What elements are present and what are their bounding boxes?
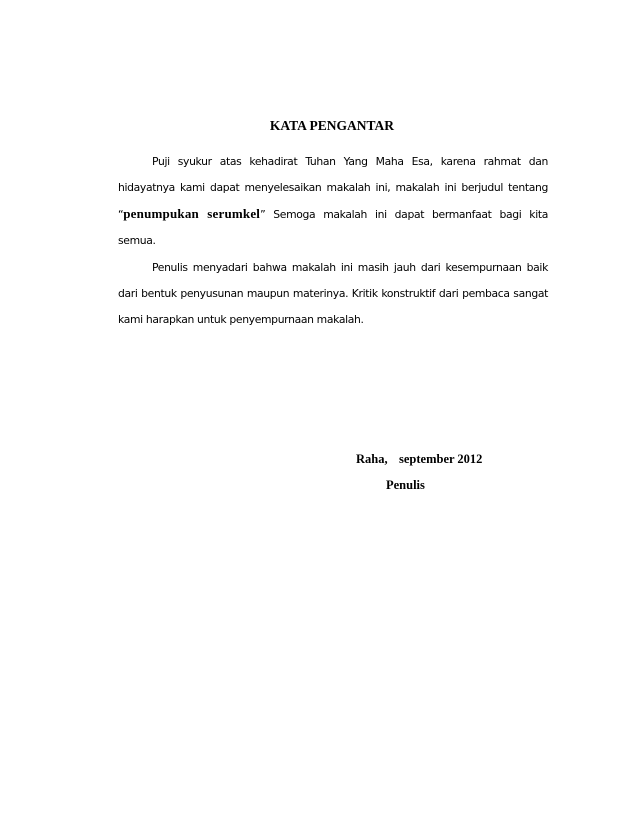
paragraph-intro-text: Puji syukur atas kehadirat Tuhan Yang Maha Esa, karena rahmat dan hidayatnya kami dapat menyelesaikan makalah ini, makalah ini berjudul tentang “ [118,155,548,221]
paragraph-intro-text-end: ” Semoga makalah ini dapat bermanfaat bagi kita semua. [118,208,548,247]
signature-author: Penulis [386,478,425,492]
signature-date: september 2012 [399,452,483,466]
paragraph-intro [118,149,548,254]
page-title: KATA PENGANTAR [269,118,395,133]
paper-topic: penumpukan serumkel [123,206,261,221]
paragraph-closing: Penulis menyadari bahwa makalah ini masih jauh dari kesempurnaan baik dari bentuk penyusunan maupun materinya. Kritik konstruktif dari pembaca sangat kami harapkan untuk penyempurnaan makalah. [118,261,548,326]
signature-place: Raha, [356,452,388,466]
